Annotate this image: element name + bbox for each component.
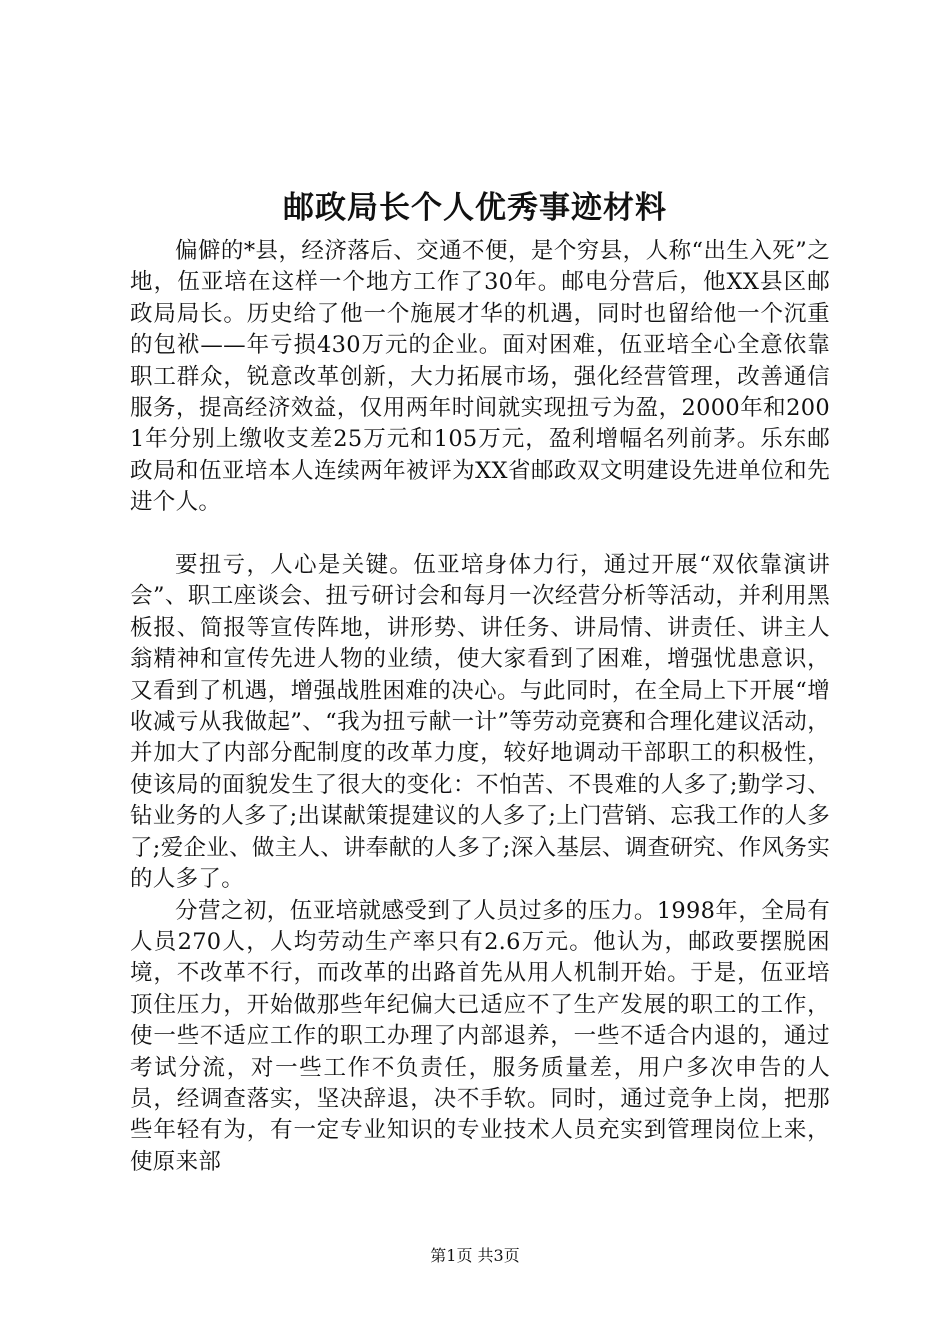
page-footer: 第1页 共3页 (430, 1246, 520, 1265)
document-body (130, 236, 830, 1178)
paragraph-3: 分营之初，伍亚培就感受到了人员过多的压力。1998年，全局有人员270人，人均劳动生产率只有2.6万元。他认为，邮政要摆脱困境，不改革不行，而改革的出路首先从用人机制开始。于是，伍亚培顶住压力，开始做那些年纪偏大已适应不了生产发展的职工的工作，使一些不适应工作的职工办理了内部退养，一些不适合内退的，通过考试分流，对一些工作不负责任，服务质量差，用户多次申告的人员，经调查落实，坚决辞退，决不手软。同时，通过竞争上岗，把那些年轻有为，有一定专业知识的专业技术人员充实到管理岗位上来，使原来部 (130, 897, 830, 1175)
paragraph-1: 偏僻的*县，经济落后、交通不便，是个穷县，人称“出生入死”之地，伍亚培在这样一个地方工作了30年。邮电分营后，他XX县区邮政局局长。历史给了他一个施展才华的机遇，同时也留给他一个沉重的包袱——年亏损430万元的企业。面对困难，伍亚培全心全意依靠职工群众，锐意改革创新，大力拓展市场，强化经营管理，改善通信服务，提高经济效益，仅用两年时间就实现扭亏为盈，2000年和2001年分别上缴收支差25万元和105万元，盈利增幅名列前茅。乐东邮政局和伍亚培本人连续两年被评为XX省邮政双文明建设先进单位和先进个人。 (130, 238, 830, 516)
document-title: 邮政局长个人优秀事迹材料 (283, 190, 667, 226)
paragraph-2: 要扭亏，人心是关键。伍亚培身体力行，通过开展“双依靠演讲会”、职工座谈会、扭亏研讨会和每月一次经营分析等活动，并利用黑板报、简报等宣传阵地，讲形势、讲任务、讲局情、讲责任、讲主人翁精神和宣传先进人物的业绩，使大家看到了困难，增强忧患意识，又看到了机遇，增强战胜困难的决心。与此同时，在全局上下开展“增收减亏从我做起”、“我为扭亏献一计”等劳动竞赛和合理化建议活动，并加大了内部分配制度的改革力度，较好地调动干部职工的积极性，使该局的面貌发生了很大的变化：不怕苦、不畏难的人多了;勤学习、钻业务的人多了;出谋献策提建议的人多了;上门营销、忘我工作的人多了;爱企业、做主人、讲奉献的人多了;深入基层、调查研究、作风务实的人多了。 (130, 552, 830, 893)
